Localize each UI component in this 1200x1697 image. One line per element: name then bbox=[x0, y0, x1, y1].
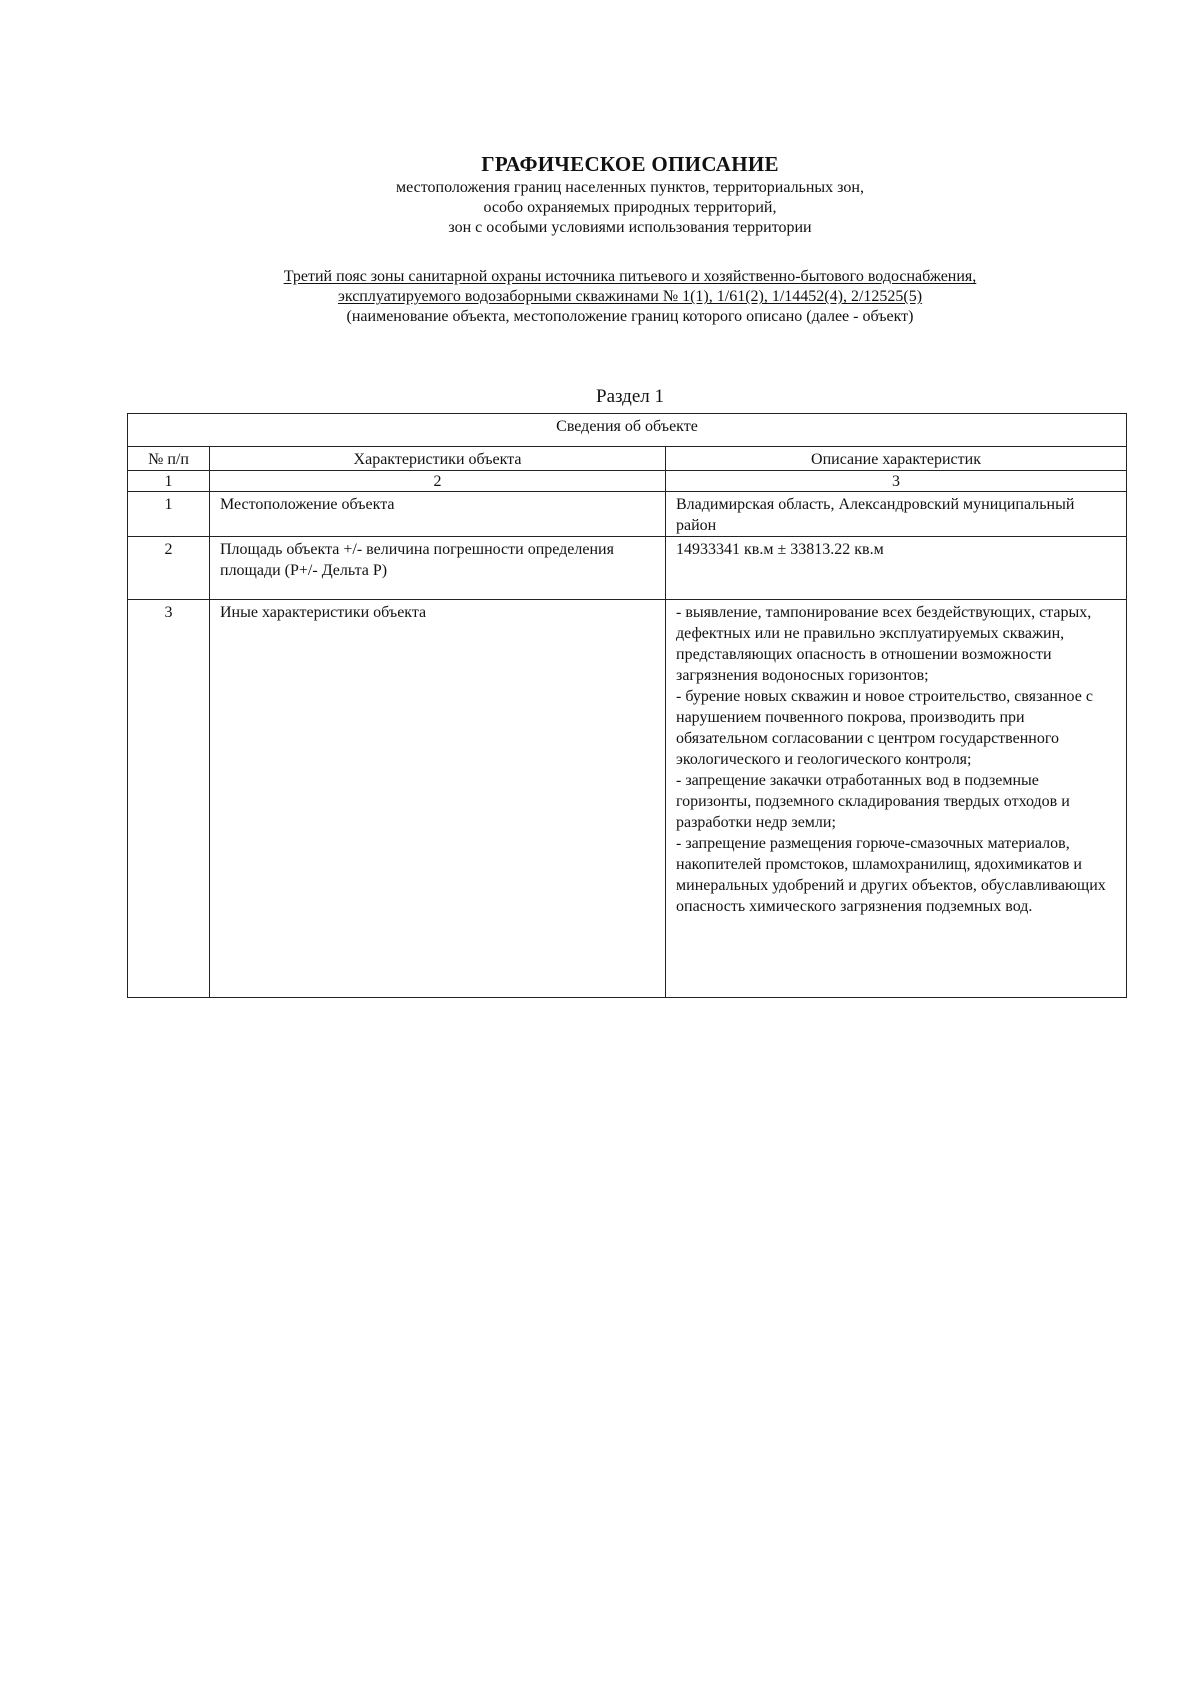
subtitle-line: зон с особыми условиями использования территории bbox=[448, 219, 812, 236]
column-number: 1 bbox=[128, 471, 210, 492]
object-info-table bbox=[127, 413, 1127, 998]
row-number: 2 bbox=[128, 537, 210, 600]
table-row bbox=[128, 537, 1127, 600]
subtitle-line: местоположения границ населенных пунктов, территориальных зон, bbox=[396, 179, 864, 196]
row-number: 1 bbox=[128, 492, 210, 537]
table-caption-row bbox=[128, 414, 1127, 447]
description-item: - выявление, тампонирование всех бездействующих, старых, дефектных или не правильно эксплуатируемых скважин, представляющих опасность в отношении возможности загрязнения водоносных горизонтов; bbox=[676, 604, 1092, 684]
description-item: - запрещение закачки отработанных вод в подземные горизонты, подземного складирования твердых отходов и разработки недр земли; bbox=[676, 772, 1070, 831]
table-caption: Сведения об объекте bbox=[128, 414, 1127, 447]
object-name-caption: (наименование объекта, местоположение границ которого описано (далее - объект) bbox=[346, 308, 914, 325]
row-number: 3 bbox=[128, 600, 210, 998]
object-name-line: Третий пояс зоны санитарной охраны источника питьевого и хозяйственно-бытового водоснабжения, bbox=[283, 268, 977, 285]
row-characteristic: Площадь объекта +/- величина погрешности определения площади (Р+/- Дельта Р) bbox=[210, 537, 666, 600]
column-number-row bbox=[128, 471, 1127, 492]
description-item: 14933341 кв.м ± 33813.22 кв.м bbox=[676, 541, 884, 558]
table-header-row bbox=[128, 447, 1127, 471]
column-header-characteristic: Характеристики объекта bbox=[210, 447, 666, 471]
description-item: - бурение новых скважин и новое строительство, связанное с нарушением почвенного покрова, производить при обязательном согласовании с центром государственного экологического и геологического контроля; bbox=[676, 688, 1093, 768]
table-row bbox=[128, 600, 1127, 998]
document-header bbox=[0, 150, 1200, 238]
column-number: 3 bbox=[666, 471, 1127, 492]
row-characteristic: Иные характеристики объекта bbox=[210, 600, 666, 998]
row-description bbox=[666, 600, 1127, 998]
description-item: Владимирская область, Александровский муниципальный район bbox=[676, 496, 1075, 534]
object-name-line: эксплуатируемого водозаборными скважинами № 1(1), 1/61(2), 1/14452(4), 2/12525(5) bbox=[337, 288, 923, 305]
object-name-block bbox=[0, 267, 1200, 327]
table-row bbox=[128, 492, 1127, 537]
subtitle-line: особо охраняемых природных территорий, bbox=[483, 199, 777, 216]
row-description bbox=[666, 492, 1127, 537]
row-description bbox=[666, 537, 1127, 600]
document-title: ГРАФИЧЕСКОЕ ОПИСАНИЕ bbox=[481, 152, 779, 176]
description-item: - запрещение размещения горюче-смазочных материалов, накопителей промстоков, шламохранилищ, ядохимикатов и минеральных удобрений и других объектов, обуславливающих опасность химического загрязнения подземных вод. bbox=[676, 835, 1106, 915]
section-label: Раздел 1 bbox=[596, 386, 664, 407]
row-characteristic: Местоположение объекта bbox=[210, 492, 666, 537]
column-number: 2 bbox=[210, 471, 666, 492]
column-header-description: Описание характеристик bbox=[666, 447, 1127, 471]
column-header-number: № п/п bbox=[128, 447, 210, 471]
